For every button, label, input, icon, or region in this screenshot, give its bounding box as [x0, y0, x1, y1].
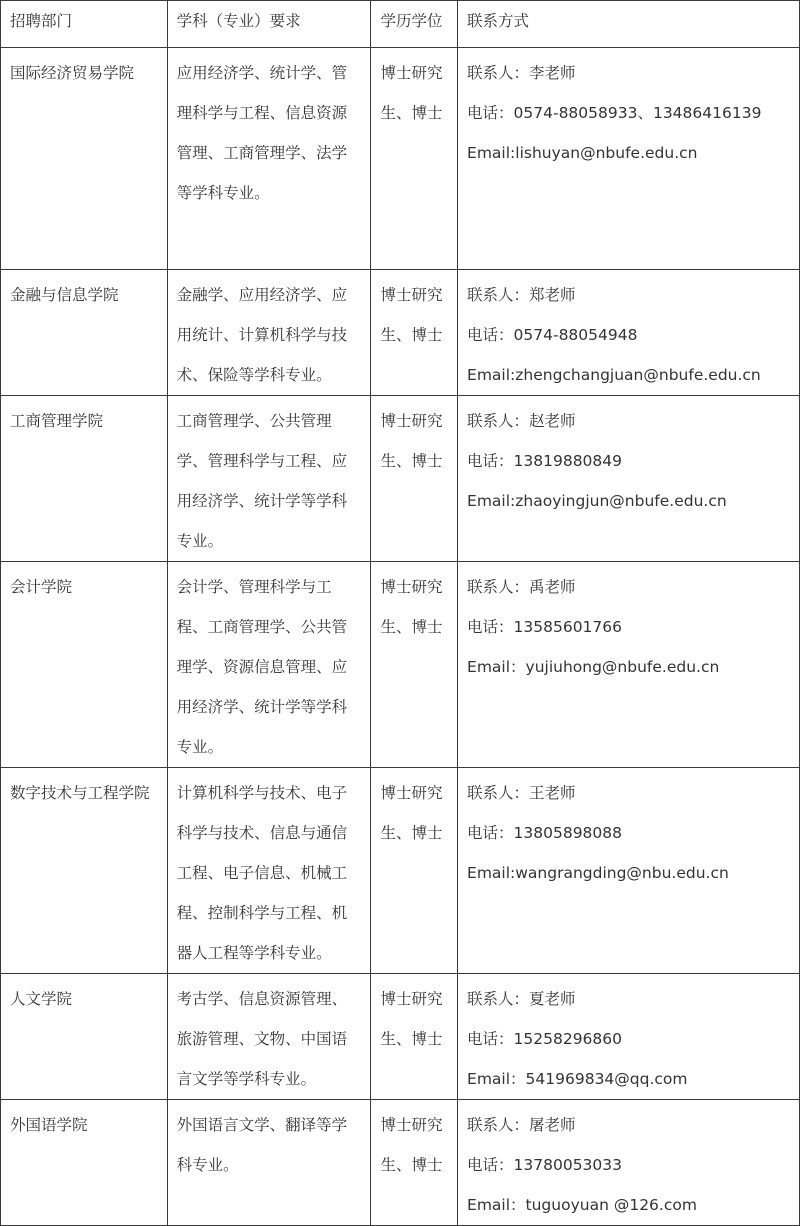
- table-row: [1, 1100, 800, 1226]
- table-row: [1, 768, 800, 974]
- table-header-row: [1, 1, 800, 48]
- contact-email: Email：tuguoyuan @126.com: [467, 1196, 697, 1214]
- contact-phone: 电话：0574-88054948: [467, 326, 638, 344]
- table-row: [1, 562, 800, 768]
- department-cell: 国际经济贸易学院: [1, 48, 168, 270]
- department-cell: 工商管理学院: [1, 396, 168, 562]
- table-row: [1, 270, 800, 396]
- contact-email: Email:wangrangding@nbu.edu.cn: [467, 864, 729, 882]
- requirements-cell: 考古学、信息资源管理、旅游管理、文物、中国语言文学等学科专业。: [167, 974, 371, 1100]
- header-requirements: 学科（专业）要求: [167, 1, 371, 48]
- requirements-cell: 工商管理学、公共管理学、管理科学与工程、应用经济学、统计学等学科专业。: [167, 396, 371, 562]
- contact-phone: 电话：13780053033: [467, 1156, 623, 1174]
- degree-cell: 博士研究生、博士: [371, 396, 458, 562]
- contact-phone: 电话：13819880849: [467, 452, 623, 470]
- contact-cell: [458, 974, 800, 1100]
- requirements-cell: 会计学、管理科学与工程、工商管理学、公共管理学、资源信息管理、应用经济学、统计学等学科专业。: [167, 562, 371, 768]
- contact-email: Email:lishuyan@nbufe.edu.cn: [467, 144, 698, 162]
- contact-email: Email:zhengchangjuan@nbufe.edu.cn: [467, 366, 761, 384]
- degree-cell: 博士研究生、博士: [371, 768, 458, 974]
- contact-email: Email：541969834@qq.com: [467, 1070, 688, 1088]
- contact-cell: [458, 1100, 800, 1226]
- contact-person: 联系人：王老师: [467, 784, 576, 802]
- requirements-cell: 金融学、应用经济学、应用统计、计算机科学与技术、保险等学科专业。: [167, 270, 371, 396]
- degree-cell: 博士研究生、博士: [371, 270, 458, 396]
- contact-person: 联系人：夏老师: [467, 990, 576, 1008]
- contact-cell: [458, 396, 800, 562]
- table-row: [1, 396, 800, 562]
- department-cell: 人文学院: [1, 974, 168, 1100]
- header-department: 招聘部门: [1, 1, 168, 48]
- contact-phone: 电话：13805898088: [467, 824, 623, 842]
- degree-cell: 博士研究生、博士: [371, 48, 458, 270]
- contact-cell: [458, 768, 800, 974]
- contact-phone: 电话：0574-88058933、13486416139: [467, 104, 762, 122]
- contact-person: 联系人：赵老师: [467, 412, 576, 430]
- contact-email: Email:zhaoyingjun@nbufe.edu.cn: [467, 492, 727, 510]
- department-cell: 数字技术与工程学院: [1, 768, 168, 974]
- table-row: [1, 974, 800, 1100]
- contact-cell: [458, 270, 800, 396]
- department-cell: 金融与信息学院: [1, 270, 168, 396]
- contact-email: Email：yujiuhong@nbufe.edu.cn: [467, 658, 720, 676]
- contact-cell: [458, 562, 800, 768]
- header-contact: 联系方式: [458, 1, 800, 48]
- contact-cell: [458, 48, 800, 270]
- table-row: [1, 48, 800, 270]
- requirements-cell: 应用经济学、统计学、管理科学与工程、信息资源管理、工商管理学、法学等学科专业。: [167, 48, 371, 270]
- degree-cell: 博士研究生、博士: [371, 562, 458, 768]
- requirements-cell: 外国语言文学、翻译等学科专业。: [167, 1100, 371, 1226]
- header-degree: 学历学位: [371, 1, 458, 48]
- contact-phone: 电话：13585601766: [467, 618, 623, 636]
- department-cell: 外国语学院: [1, 1100, 168, 1226]
- requirements-cell: 计算机科学与技术、电子科学与技术、信息与通信工程、电子信息、机械工程、控制科学与工程、机器人工程等学科专业。: [167, 768, 371, 974]
- contact-person: 联系人：禹老师: [467, 578, 576, 596]
- degree-cell: 博士研究生、博士: [371, 974, 458, 1100]
- contact-person: 联系人：屠老师: [467, 1116, 576, 1134]
- degree-cell: 博士研究生、博士: [371, 1100, 458, 1226]
- contact-phone: 电话：15258296860: [467, 1030, 623, 1048]
- contact-person: 联系人：郑老师: [467, 286, 576, 304]
- department-cell: 会计学院: [1, 562, 168, 768]
- contact-person: 联系人：李老师: [467, 64, 576, 82]
